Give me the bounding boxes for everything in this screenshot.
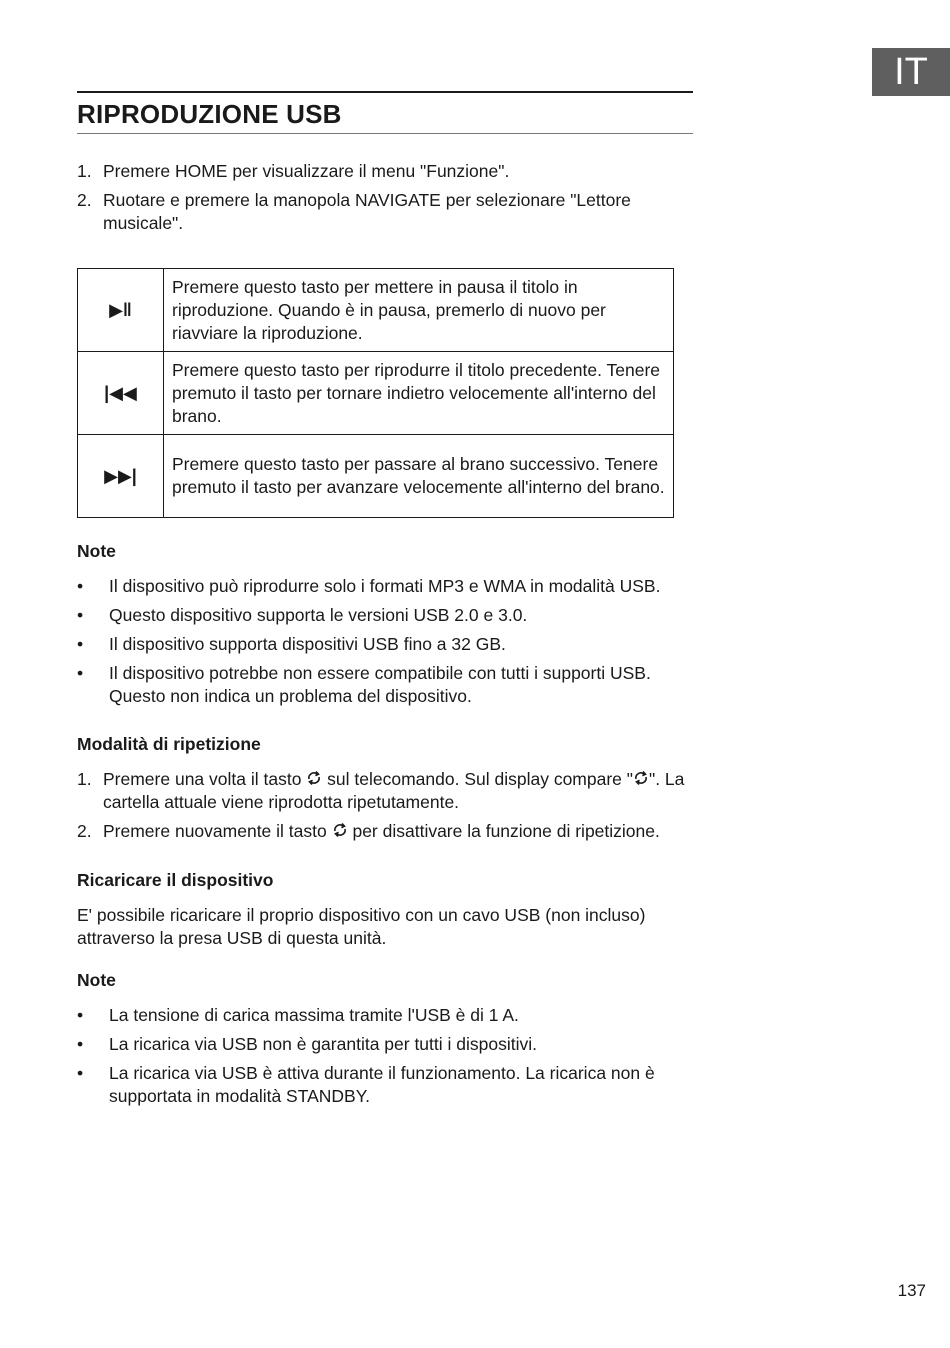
repeat-icon (633, 770, 649, 786)
controls-table (77, 268, 674, 518)
charge-heading: Ricaricare il dispositivo (77, 870, 274, 890)
play-pause-icon: ▶‖ (78, 269, 164, 352)
repeat-heading: Modalità di ripetizione (77, 734, 261, 754)
step-number: 2. (77, 190, 92, 210)
list-item (77, 189, 702, 235)
notes-list (77, 575, 702, 714)
notes-heading: Note (77, 541, 116, 561)
page-number: 137 (897, 1281, 926, 1300)
step-number: 1. (77, 769, 92, 789)
repeat-icon (332, 822, 348, 838)
table-cell: Premere questo tasto per passare al brano successivo. Tenere premuto il tasto per avanzare velocemente all'interno del brano. (164, 435, 674, 518)
bullet-icon: • (77, 663, 84, 683)
table-cell: Premere questo tasto per mettere in pausa il titolo in riproduzione. Quando è in pausa, premerlo di nuovo per riavviare la riproduzione. (164, 269, 674, 352)
bullet-icon: • (77, 1063, 84, 1083)
list-item: • Il dispositivo può riprodurre solo i formati MP3 e WMA in modalità USB. (77, 576, 661, 596)
bullet-icon: • (77, 605, 84, 625)
notes-heading: Note (77, 970, 116, 990)
page-title: RIPRODUZIONE USB (77, 99, 342, 129)
bullet-icon: • (77, 576, 84, 596)
list-item: • La ricarica via USB è attiva durante il funzionamento. La ricarica non è supportata in modalità STANDBY. (77, 1063, 655, 1106)
list-item: • Il dispositivo potrebbe non essere compatibile con tutti i supporti USB. Questo non indica un problema del dispositivo. (77, 663, 651, 706)
list-item: 1. Premere una volta il tasto sul telecomando. Sul display compare " ". La cartella attuale viene riprodotta ripetutamente. (77, 769, 685, 812)
list-item: • La ricarica via USB non è garantita per tutti i dispositivi. (77, 1034, 537, 1054)
list-item: 2. Premere nuovamente il tasto per disattivare la funzione di ripetizione. (77, 821, 660, 841)
title-bottom-rule (77, 133, 693, 134)
table-row (78, 352, 674, 435)
repeat-steps (77, 768, 702, 849)
list-item (77, 160, 702, 183)
bullet-icon: • (77, 1034, 84, 1054)
step-number: 2. (77, 821, 92, 841)
table-row (78, 435, 674, 518)
language-tab: IT (872, 48, 950, 96)
title-top-rule (77, 91, 693, 93)
list-item: • Questo dispositivo supporta le versioni USB 2.0 e 3.0. (77, 605, 528, 625)
step-text: Ruotare e premere la manopola NAVIGATE per selezionare "Lettore musicale". (103, 190, 631, 233)
list-item: • La tensione di carica massima tramite l'USB è di 1 A. (77, 1005, 519, 1025)
step-text: Premere HOME per visualizzare il menu "Funzione". (103, 161, 510, 181)
step-number: 1. (77, 161, 92, 181)
charge-text: E' possibile ricaricare il proprio dispositivo con un cavo USB (non incluso) attraverso la presa USB di questa unità. (77, 905, 646, 948)
list-item: • Il dispositivo supporta dispositivi USB fino a 32 GB. (77, 634, 506, 654)
notes-list (77, 1004, 702, 1114)
previous-track-icon: |◀◀ (78, 352, 164, 435)
bullet-icon: • (77, 634, 84, 654)
next-track-icon: ▶▶| (78, 435, 164, 518)
intro-steps (77, 160, 702, 241)
table-row (78, 269, 674, 352)
repeat-icon (306, 770, 322, 786)
table-cell: Premere questo tasto per riprodurre il titolo precedente. Tenere premuto il tasto per tornare indietro velocemente all'interno del brano. (164, 352, 674, 435)
bullet-icon: • (77, 1005, 84, 1025)
